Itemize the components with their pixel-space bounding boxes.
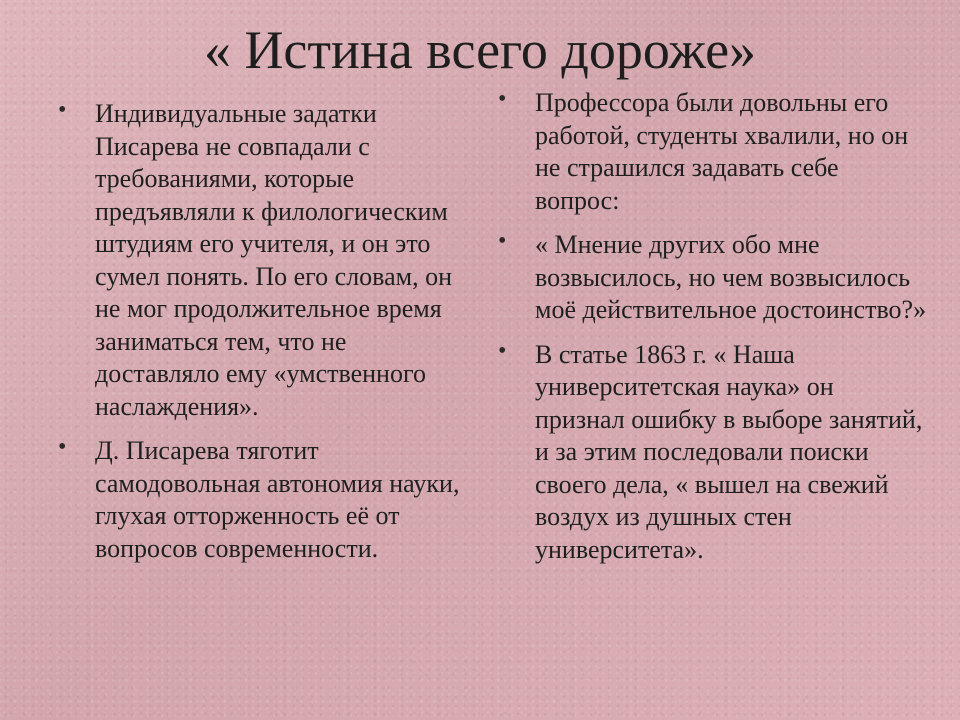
bullet-icon: • xyxy=(498,86,507,112)
slide-title: « Истина всего дороже» xyxy=(203,20,757,80)
bullet-icon: • xyxy=(498,337,507,364)
bullet-icon: • xyxy=(498,228,507,254)
left-bullet-list xyxy=(58,98,466,577)
bullet-icon: • xyxy=(58,97,67,123)
bullet-item xyxy=(498,229,928,327)
bullet-text: В статье 1863 г. « Наша университетская наука» он признал ошибку в выборе занятий, и за этим последовали поиски своего дела, « вышел на свежий воздух из душных стен университета». xyxy=(535,339,923,564)
bullet-item xyxy=(498,87,928,217)
bullet-text: « Мнение других обо мне возвысилось, но чем возвысилось моё действительное достоинство?» xyxy=(535,230,927,324)
bullet-text: Индивидуальные задатки Писарева не совпадали с требованиями, которые предъявляли к филологическим штудиям его учителя, и он это сумел понять. По его словам, он не мог продолжительное время заниматься тем, что не доставляло ему «умственного наслаждения». xyxy=(95,99,453,421)
bullet-item xyxy=(58,98,466,423)
bullet-icon: • xyxy=(58,434,67,460)
bullet-text: Д. Писарева тяготит самодовольная автономия науки, глухая отторженность её от вопросов современности. xyxy=(95,436,460,563)
right-bullet-list xyxy=(498,87,928,578)
bullet-item xyxy=(58,435,466,565)
bullet-text: Профессора были довольны его работой, студенты хвалили, но он не страшился задавать себе вопрос: xyxy=(535,88,909,215)
bullet-item xyxy=(498,339,928,567)
